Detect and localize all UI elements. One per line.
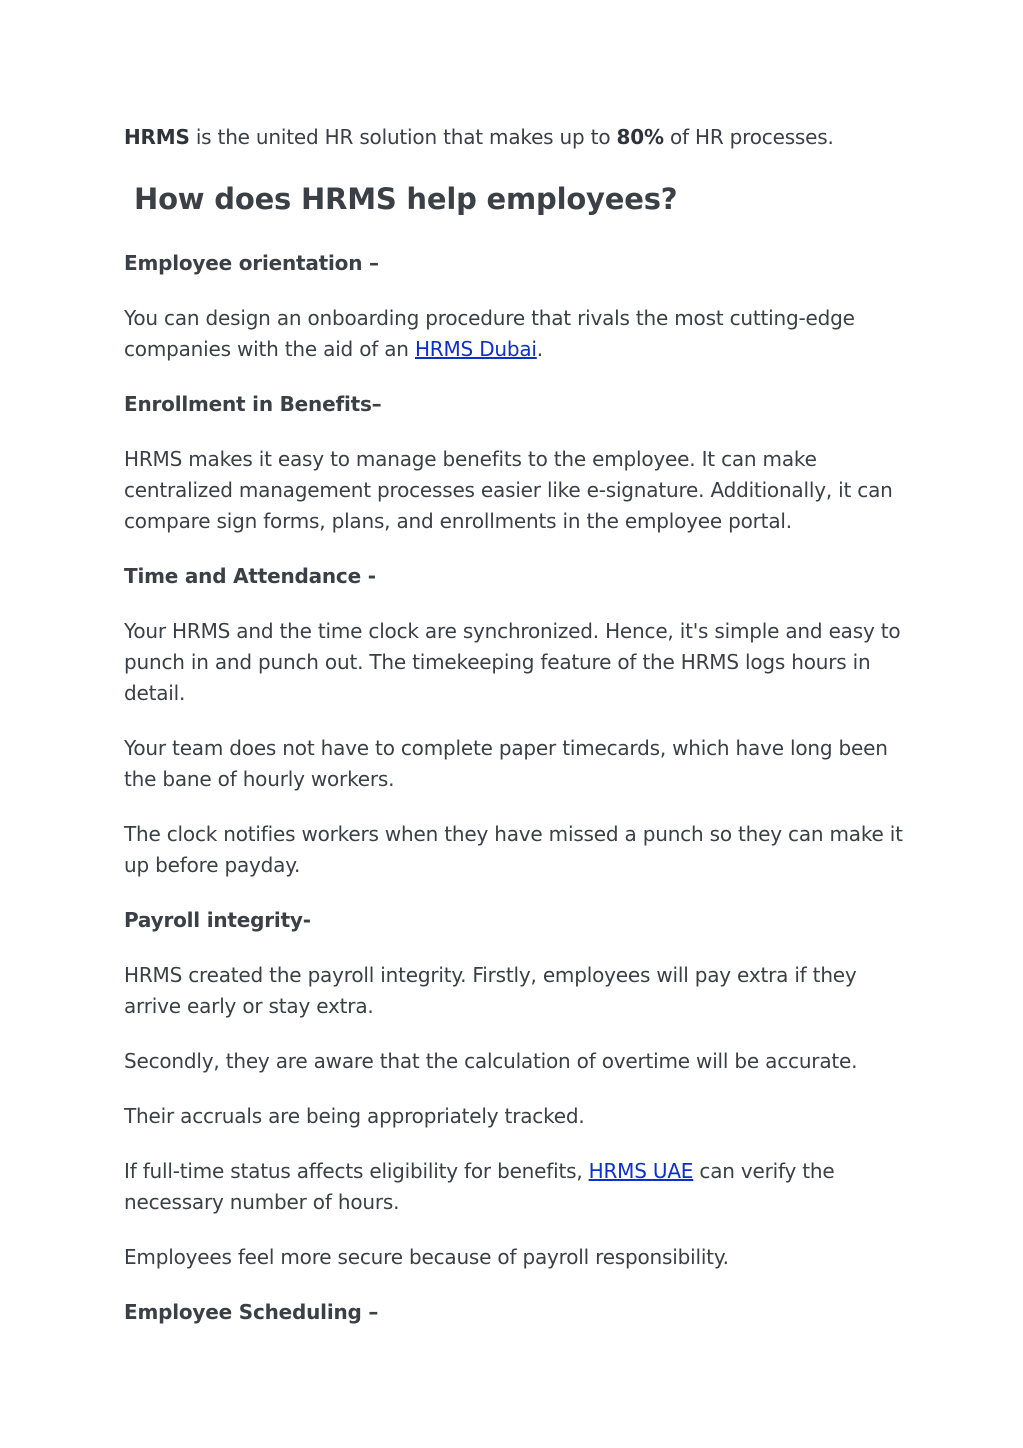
orientation-paragraph [124, 303, 914, 365]
payroll-paragraph-2: Secondly, they are aware that the calculation of overtime will be accurate. [124, 1049, 858, 1073]
payroll-text-end: can verify the necessary number of hours. [124, 1159, 835, 1214]
payroll-paragraph-5: Employees feel more secure because of payroll responsibility. [124, 1245, 729, 1269]
payroll-paragraph-1: HRMS created the payroll integrity. Firstly, employees will pay extra if they arrive early or stay extra. [124, 963, 857, 1018]
attendance-paragraph-1: Your HRMS and the time clock are synchronized. Hence, it's simple and easy to punch in and punch out. The timekeeping feature of the HRMS logs hours in detail. [124, 619, 901, 705]
intro-strong-hrms: HRMS [124, 125, 190, 149]
section-title-benefits: Enrollment in Benefits– [124, 392, 382, 416]
payroll-paragraph-3: Their accruals are being appropriately tracked. [124, 1104, 585, 1128]
section-title-attendance: Time and Attendance - [124, 564, 376, 588]
attendance-paragraph-3: The clock notifies workers when they have missed a punch so they can make it up before payday. [124, 822, 903, 877]
intro-text-1: is the united HR solution that makes up to [189, 125, 617, 149]
hrms-uae-link[interactable]: HRMS UAE [588, 1159, 694, 1183]
orientation-text: You can design an onboarding procedure that rivals the most cutting-edge companies with the aid of an [124, 306, 855, 361]
intro-paragraph [124, 122, 914, 153]
section-title-scheduling: Employee Scheduling – [124, 1300, 379, 1324]
benefits-paragraph: HRMS makes it easy to manage benefits to the employee. It can make centralized management processes easier like e-signature. Additionally, it can compare sign forms, plans, and enrollments in the employee portal. [124, 447, 893, 533]
intro-text-2: of HR processes. [663, 125, 834, 149]
orientation-text-end: . [536, 337, 543, 361]
section-title-orientation: Employee orientation – [124, 251, 379, 275]
intro-strong-percent: 80% [616, 125, 664, 149]
payroll-paragraph-4 [124, 1156, 914, 1218]
hrms-dubai-link[interactable]: HRMS Dubai [414, 337, 537, 361]
page-heading: How does HRMS help employees? [134, 182, 678, 216]
payroll-text: If full-time status affects eligibility for benefits, [124, 1159, 589, 1183]
section-title-payroll: Payroll integrity- [124, 908, 311, 932]
attendance-paragraph-2: Your team does not have to complete paper timecards, which have long been the bane of hourly workers. [124, 736, 888, 791]
document-page [124, 122, 914, 1352]
